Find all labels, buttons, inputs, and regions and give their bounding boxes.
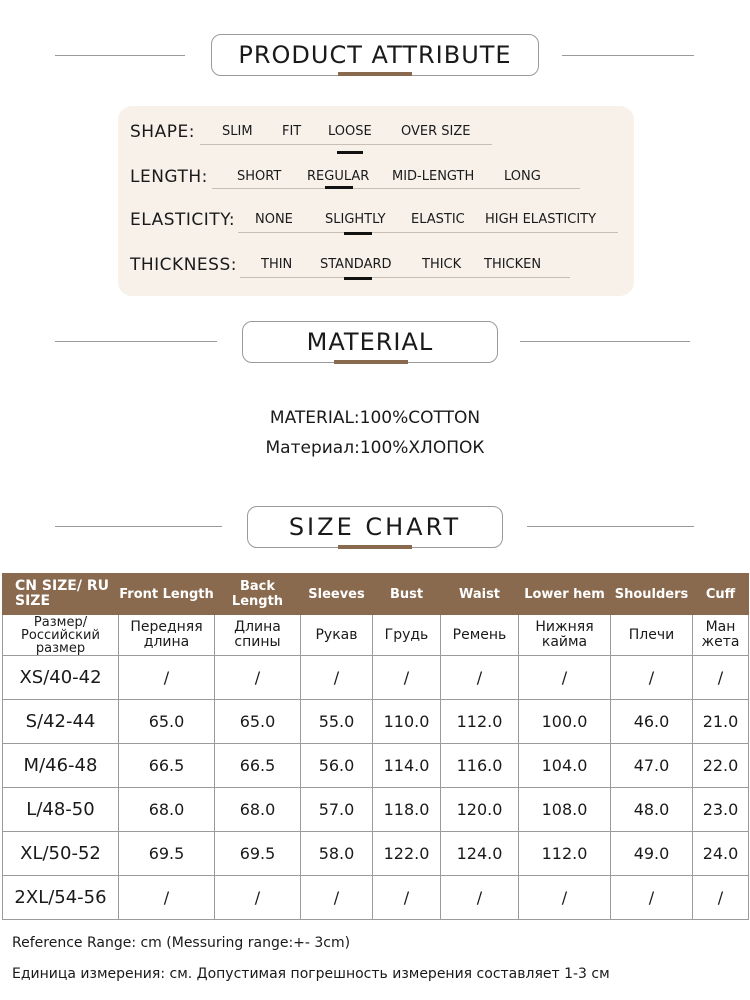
- attribute-row-length: [118, 167, 634, 197]
- measurement-cell: 108.0: [519, 788, 611, 832]
- attribute-option: MID-LENGTH: [392, 169, 475, 184]
- divider-line: [527, 526, 694, 527]
- table-row: [3, 788, 749, 832]
- column-header: Shoulders: [611, 574, 693, 615]
- selected-marker: [344, 277, 372, 280]
- attribute-label: THICKNESS:: [130, 255, 237, 275]
- table-row: [3, 876, 749, 920]
- measurement-cell: 66.5: [119, 744, 215, 788]
- measurement-cell: 110.0: [373, 700, 441, 744]
- measurement-cell: 120.0: [441, 788, 519, 832]
- attribute-option: FIT: [282, 124, 302, 139]
- column-header-ru: Нижняя кайма: [519, 615, 611, 656]
- measurement-cell: 65.0: [215, 700, 301, 744]
- divider-line: [55, 526, 222, 527]
- measurement-cell: /: [693, 656, 749, 700]
- measurement-cell: 65.0: [119, 700, 215, 744]
- attribute-option: SLIM: [222, 124, 253, 139]
- measurement-cell: 100.0: [519, 700, 611, 744]
- attribute-row-shape: [118, 122, 634, 152]
- measurement-cell: 112.0: [519, 832, 611, 876]
- table-row: [3, 832, 749, 876]
- column-header: Bust: [373, 574, 441, 615]
- size-cell: L/48-50: [3, 788, 119, 832]
- column-header-ru: Ремень: [441, 615, 519, 656]
- measurement-cell: 69.5: [119, 832, 215, 876]
- attribute-label: ELASTICITY:: [130, 210, 236, 230]
- divider-line: [55, 55, 185, 56]
- column-header: Back Length: [215, 574, 301, 615]
- column-header: Cuff: [693, 574, 749, 615]
- attribute-option: HIGH ELASTICITY: [485, 212, 597, 227]
- measurement-cell: 124.0: [441, 832, 519, 876]
- table-row: [3, 700, 749, 744]
- measurement-cell: 21.0: [693, 700, 749, 744]
- attribute-option: ELASTIC: [411, 212, 465, 227]
- measurement-cell: 49.0: [611, 832, 693, 876]
- measurement-cell: 23.0: [693, 788, 749, 832]
- column-header-ru: Рукав: [301, 615, 373, 656]
- column-header: Sleeves: [301, 574, 373, 615]
- attribute-panel: [118, 106, 634, 296]
- attribute-underline: [238, 232, 618, 233]
- table-row: [3, 656, 749, 700]
- material-title: MATERIAL: [242, 321, 498, 363]
- measurement-cell: 58.0: [301, 832, 373, 876]
- measurement-cell: /: [301, 656, 373, 700]
- measurement-cell: 22.0: [693, 744, 749, 788]
- size-cell: XL/50-52: [3, 832, 119, 876]
- attribute-label: SHAPE:: [130, 122, 195, 142]
- measurement-cell: /: [215, 876, 301, 920]
- measurement-cell: 122.0: [373, 832, 441, 876]
- size-cell: 2XL/54-56: [3, 876, 119, 920]
- attribute-label: LENGTH:: [130, 167, 208, 187]
- column-header: CN SIZE/ RU SIZE: [3, 574, 119, 615]
- measurement-cell: 57.0: [301, 788, 373, 832]
- column-header: Lower hem: [519, 574, 611, 615]
- table-header-ru-row: [3, 615, 749, 656]
- title-underline: [334, 360, 408, 364]
- column-header-ru: Размер/ Российский размер: [3, 615, 119, 656]
- measurement-cell: /: [373, 656, 441, 700]
- measurement-cell: 66.5: [215, 744, 301, 788]
- footnote-en: Reference Range: cm (Messuring range:+- 3cm): [12, 935, 351, 951]
- table-header-row: [3, 574, 749, 615]
- attribute-option-selected: LOOSE: [328, 124, 372, 139]
- size-chart-table: [2, 573, 749, 920]
- measurement-cell: 114.0: [373, 744, 441, 788]
- size-cell: S/42-44: [3, 700, 119, 744]
- measurement-cell: /: [441, 876, 519, 920]
- attribute-option: THICK: [422, 257, 462, 272]
- attribute-option-selected: STANDARD: [320, 257, 392, 272]
- attribute-row-thickness: [118, 255, 634, 285]
- measurement-cell: /: [301, 876, 373, 920]
- attribute-title: PRODUCT ATTRIBUTE: [211, 34, 539, 76]
- measurement-cell: 112.0: [441, 700, 519, 744]
- measurement-cell: /: [611, 656, 693, 700]
- attribute-option: OVER SIZE: [401, 124, 471, 139]
- material-text-en: MATERIAL:100%COTTON: [269, 408, 481, 428]
- measurement-cell: 118.0: [373, 788, 441, 832]
- title-underline: [338, 545, 412, 549]
- size-cell: XS/40-42: [3, 656, 119, 700]
- measurement-cell: /: [441, 656, 519, 700]
- measurement-cell: 55.0: [301, 700, 373, 744]
- measurement-cell: 56.0: [301, 744, 373, 788]
- attribute-option-selected: REGULAR: [307, 169, 370, 184]
- column-header: Front Length: [119, 574, 215, 615]
- measurement-cell: /: [693, 876, 749, 920]
- title-underline: [338, 72, 412, 76]
- measurement-cell: 24.0: [693, 832, 749, 876]
- measurement-cell: /: [215, 656, 301, 700]
- measurement-cell: /: [611, 876, 693, 920]
- attribute-underline: [200, 144, 492, 145]
- attribute-option: SHORT: [237, 169, 282, 184]
- table-row: [3, 744, 749, 788]
- column-header-ru: Ман жета: [693, 615, 749, 656]
- measurement-cell: 46.0: [611, 700, 693, 744]
- measurement-cell: /: [519, 876, 611, 920]
- divider-line: [562, 55, 694, 56]
- selected-marker: [344, 232, 372, 235]
- measurement-cell: /: [119, 876, 215, 920]
- column-header-ru: Передняя длина: [119, 615, 215, 656]
- measurement-cell: /: [373, 876, 441, 920]
- attribute-option: THIN: [261, 257, 293, 272]
- column-header: Waist: [441, 574, 519, 615]
- measurement-cell: /: [119, 656, 215, 700]
- measurement-cell: 48.0: [611, 788, 693, 832]
- measurement-cell: 68.0: [215, 788, 301, 832]
- footnote-ru: Единица измерения: см. Допустимая погрешность измерения составляет 1-3 см: [12, 966, 610, 982]
- attribute-option: THICKEN: [484, 257, 542, 272]
- attribute-option: NONE: [255, 212, 293, 227]
- size-cell: M/46-48: [3, 744, 119, 788]
- size-chart-title: SIZE CHART: [247, 506, 503, 548]
- attribute-row-elasticity: [118, 210, 634, 240]
- attribute-option-selected: SLIGHTLY: [325, 212, 386, 227]
- attribute-option: LONG: [504, 169, 541, 184]
- material-text-ru: Материал:100%ХЛОПОК: [265, 438, 485, 458]
- measurement-cell: 116.0: [441, 744, 519, 788]
- measurement-cell: 68.0: [119, 788, 215, 832]
- selected-marker: [337, 151, 363, 154]
- measurement-cell: /: [519, 656, 611, 700]
- column-header-ru: Плечи: [611, 615, 693, 656]
- divider-line: [520, 341, 690, 342]
- attribute-underline: [212, 188, 580, 189]
- measurement-cell: 69.5: [215, 832, 301, 876]
- column-header-ru: Грудь: [373, 615, 441, 656]
- measurement-cell: 104.0: [519, 744, 611, 788]
- column-header-ru: Длина спины: [215, 615, 301, 656]
- attribute-underline: [240, 277, 570, 278]
- divider-line: [55, 341, 217, 342]
- selected-marker: [325, 186, 353, 189]
- measurement-cell: 47.0: [611, 744, 693, 788]
